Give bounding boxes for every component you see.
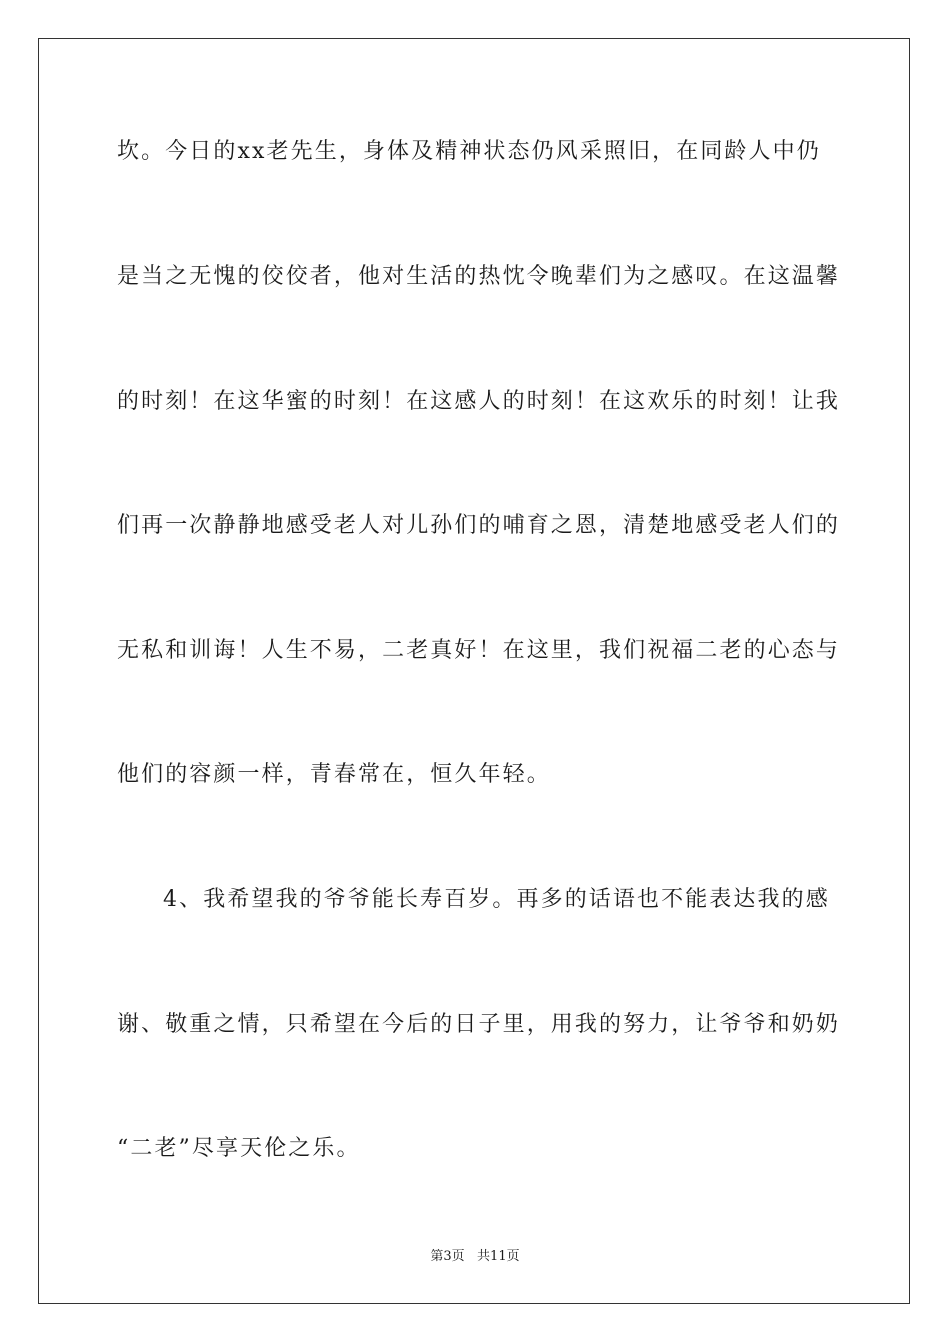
page-number-footer: 第3页 共11页: [430, 1249, 520, 1264]
paragraph-line: 坎。今日的xx老先生，身体及精神状态仍风采照旧，在同龄人中仍: [117, 139, 821, 164]
paragraph-line: 他们的容颜一样，青春常在，恒久年轻。: [117, 762, 551, 787]
paragraph-line: 是当之无愧的佼佼者，他对生活的热忱令晚辈们为之感叹。在这温馨: [117, 264, 841, 289]
paragraph-line: 们再一次静静地感受老人对儿孙们的哺育之恩，清楚地感受老人们的: [117, 513, 841, 538]
paragraph-line: 的时刻！在这华蜜的时刻！在这感人的时刻！在这欢乐的时刻！让我: [117, 389, 841, 414]
page-border: [38, 38, 910, 1304]
paragraph-line: “二老”尽享天伦之乐。: [117, 1136, 361, 1161]
paragraph-line: 4、我希望我的爷爷能长寿百岁。再多的话语也不能表达我的感: [163, 887, 830, 912]
paragraph-line: 无私和训诲！人生不易，二老真好！在这里，我们祝福二老的心态与: [117, 638, 841, 663]
paragraph-line: 谢、敬重之情，只希望在今后的日子里，用我的努力，让爷爷和奶奶: [117, 1012, 841, 1037]
